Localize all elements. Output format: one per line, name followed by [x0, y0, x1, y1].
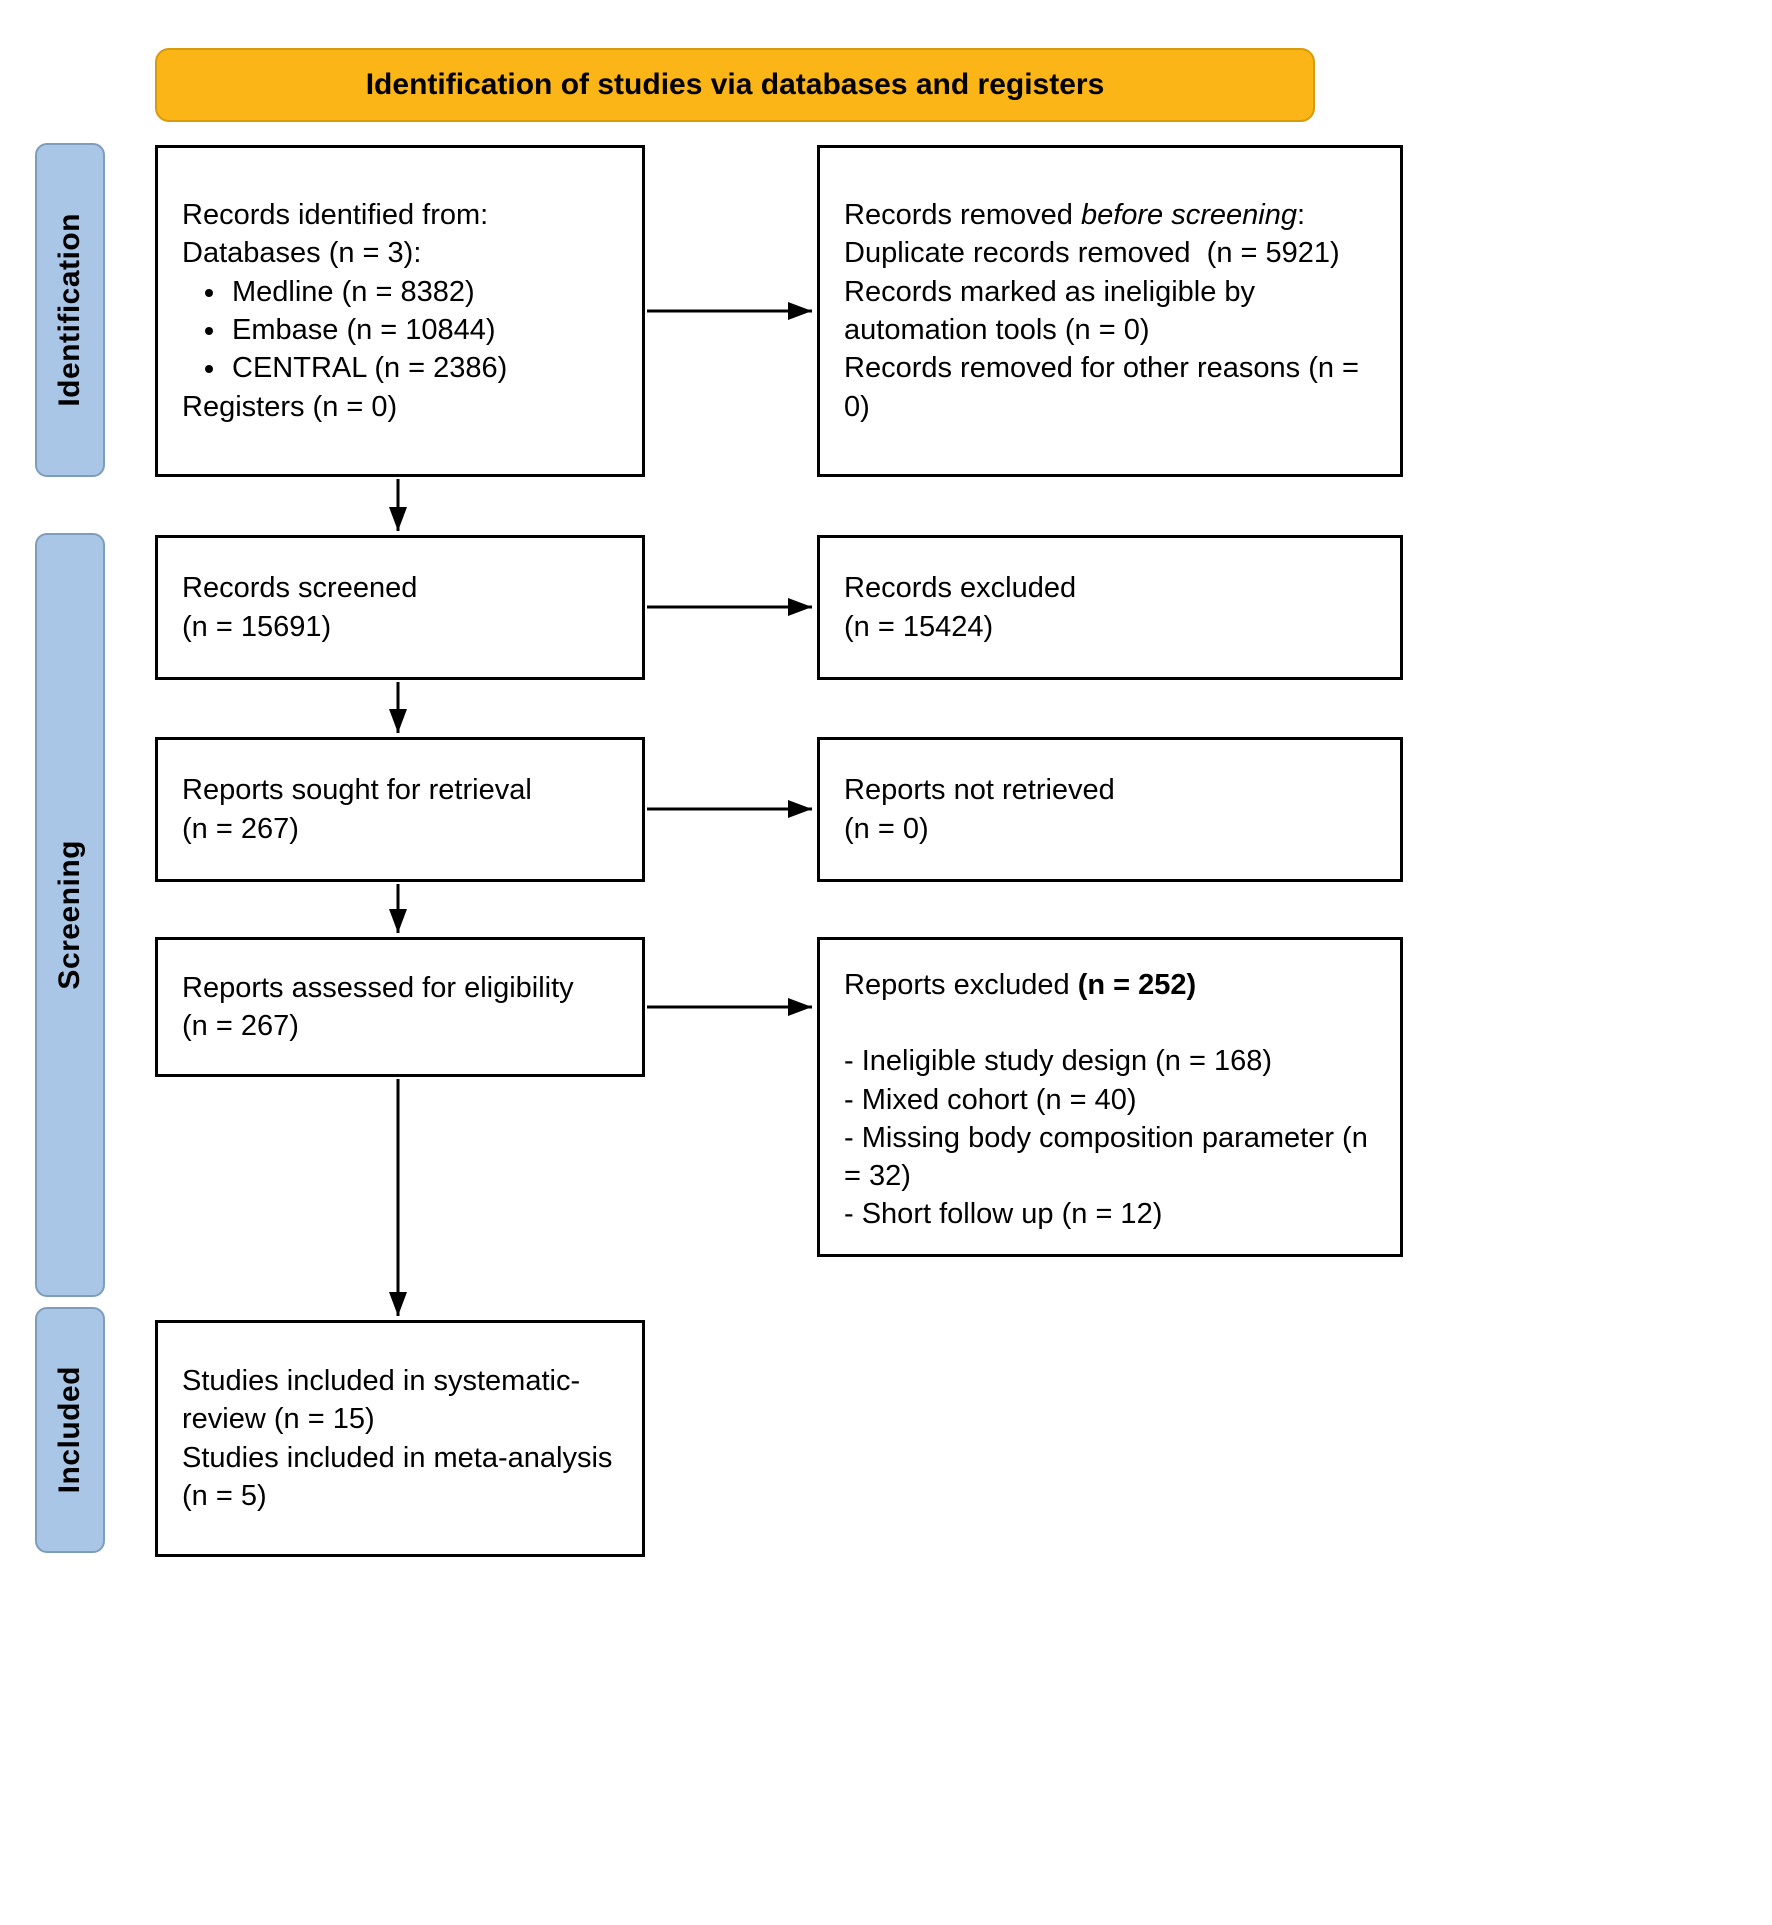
box-reports-excluded-content	[820, 940, 1400, 1234]
studies-included-systematic-review: Studies included in systematic-review (n = 15)	[182, 1364, 581, 1436]
box-records-removed	[817, 145, 1403, 477]
records-identified-line1: Records identified from:	[182, 199, 489, 232]
records-excluded-count: (n = 15424)	[844, 610, 994, 643]
records-removed-prefix: Records removed	[844, 199, 1081, 232]
stage-label-screening-text: Screening	[53, 840, 86, 990]
records-screened-line1: Records screened	[182, 572, 418, 605]
bullet-item-medline: • Medline (n = 8382)	[228, 273, 618, 311]
box-records-excluded	[817, 535, 1403, 680]
box-records-screened-content	[158, 569, 642, 646]
reports-excluded-heading	[844, 966, 1376, 1004]
reports-assessed-line1: Reports assessed for eligibility	[182, 971, 574, 1004]
reports-excluded-reason-followup: - Short follow up (n = 12)	[844, 1198, 1163, 1231]
records-identified-bullet-list	[182, 273, 618, 388]
reports-excluded-reason-cohort: - Mixed cohort (n = 40)	[844, 1083, 1137, 1116]
reports-excluded-prefix: Reports excluded	[844, 969, 1078, 1001]
records-identified-line2: Databases (n = 3):	[182, 237, 422, 270]
records-removed-reason-automation: Records marked as ineligible by automation tools (n = 0)	[844, 275, 1264, 346]
records-excluded-line1: Records excluded	[844, 572, 1077, 605]
records-removed-reason-other: Records removed for other reasons (n = 0)	[844, 352, 1368, 423]
reports-excluded-reason-parameter: - Missing body composition parameter (n = 32)	[844, 1121, 1376, 1193]
box-records-excluded-content	[820, 569, 1400, 646]
studies-included-meta-analysis: Studies included in meta-analysis (n = 5)	[182, 1441, 621, 1512]
stage-label-identification-text: Identification	[53, 213, 86, 407]
box-reports-sought	[155, 737, 645, 882]
reports-not-retrieved-line1: Reports not retrieved	[844, 774, 1115, 807]
stage-label-identification	[35, 143, 105, 477]
stage-label-included	[35, 1307, 105, 1553]
records-removed-heading	[844, 196, 1376, 234]
reports-sought-count: (n = 267)	[182, 812, 299, 845]
records-removed-italic: before screening	[1080, 199, 1297, 232]
box-reports-sought-content	[158, 771, 642, 848]
reports-not-retrieved-count: (n = 0)	[844, 812, 929, 845]
box-reports-excluded	[817, 937, 1403, 1257]
stage-label-included-text: Included	[53, 1366, 86, 1494]
box-records-identified	[155, 145, 645, 477]
reports-excluded-reason-design: - Ineligible study design (n = 168)	[844, 1045, 1273, 1078]
records-removed-reason-duplicates: Duplicate records removed (n = 5921)	[844, 237, 1340, 270]
box-studies-included	[155, 1320, 645, 1557]
box-studies-included-content	[158, 1362, 642, 1515]
records-removed-suffix: :	[1296, 199, 1306, 232]
reports-excluded-count: (n = 252)	[1077, 969, 1197, 1001]
box-reports-assessed	[155, 937, 645, 1077]
title-banner	[155, 48, 1315, 122]
box-records-identified-content	[158, 196, 642, 426]
box-reports-not-retrieved-content	[820, 771, 1400, 848]
stage-label-screening	[35, 533, 105, 1297]
box-records-screened	[155, 535, 645, 680]
records-screened-count: (n = 15691)	[182, 610, 332, 643]
reports-sought-line1: Reports sought for retrieval	[182, 774, 532, 807]
bullet-item-central: • CENTRAL (n = 2386)	[228, 349, 618, 387]
box-reports-assessed-content	[158, 969, 642, 1046]
title-banner-label: Identification of studies via databases and registers	[365, 68, 1105, 101]
bullet-item-embase: • Embase (n = 10844)	[228, 311, 618, 349]
box-records-removed-content	[820, 196, 1400, 426]
records-identified-line3: Registers (n = 0)	[182, 390, 398, 423]
reports-assessed-count: (n = 267)	[182, 1010, 299, 1042]
box-reports-not-retrieved	[817, 737, 1403, 882]
